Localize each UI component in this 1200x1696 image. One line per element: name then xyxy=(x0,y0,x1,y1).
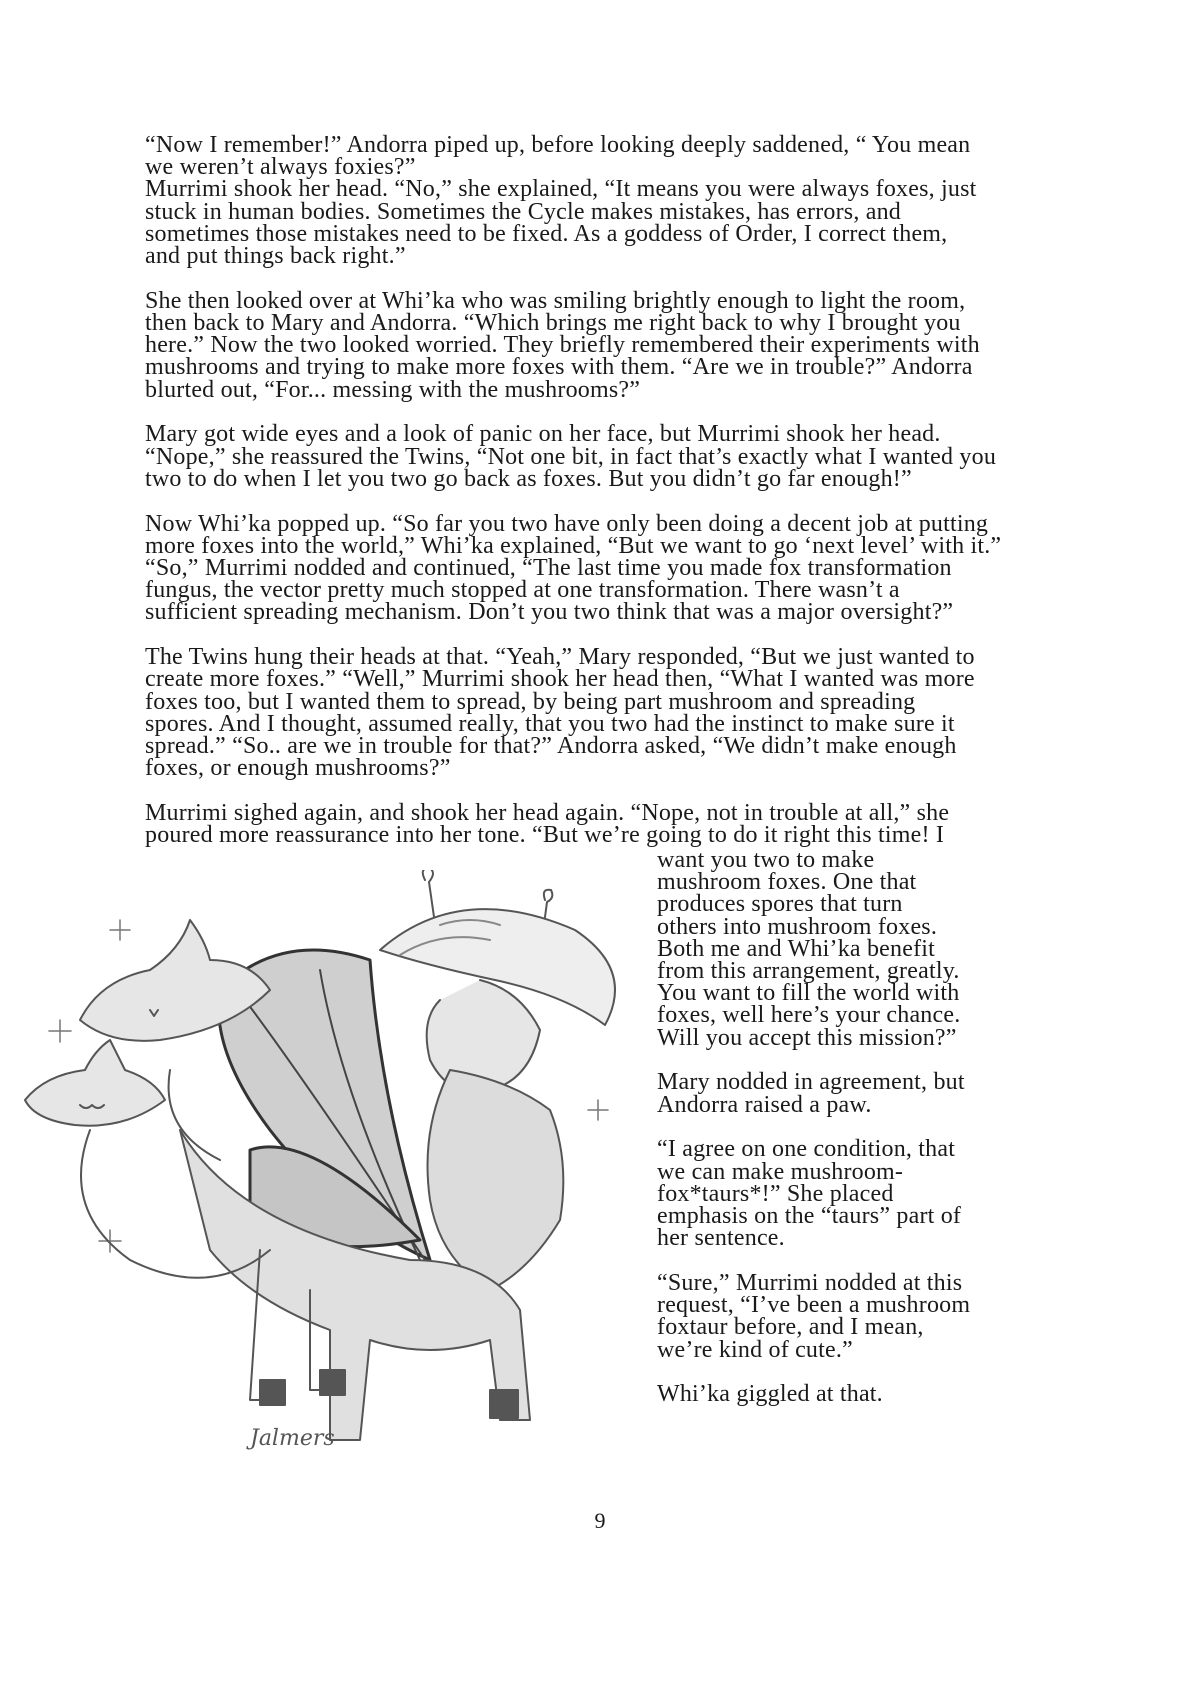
text-line: sometimes those mistakes need to be fixed. As a goddess of Order, I correct them, xyxy=(145,220,948,247)
text-line: fox*taurs*!” She placed xyxy=(657,1180,894,1207)
text-line: we can make mushroom- xyxy=(657,1158,904,1185)
paragraph xyxy=(145,423,1001,490)
text-line: from this arrangement, greatly. xyxy=(657,958,960,985)
text-line: Mary nodded in agreement, but xyxy=(657,1069,965,1096)
text-line: “So,” Murrimi nodded and continued, “The last time you made fox transformation xyxy=(145,555,952,582)
side-text-column xyxy=(657,849,970,1428)
text-line: spread.” “So.. are we in trouble for that?” Andorra asked, “We didn’t make enough xyxy=(145,733,957,760)
paragraph xyxy=(145,132,1001,270)
text-line: Now Whi’ka popped up. “So far you two have only been doing a decent job at putting xyxy=(145,510,989,537)
text-line: She then looked over at Whi’ka who was smiling brightly enough to light the room, xyxy=(145,287,966,314)
text-line: Whi’ka giggled at that. xyxy=(657,1381,883,1408)
text-line: poured more reassurance into her tone. “But we’re going to do it right this time! I xyxy=(145,822,945,849)
text-line: emphasis on the “taurs” part of xyxy=(657,1203,962,1230)
paragraph xyxy=(145,800,1001,849)
text-line: “I agree on one condition, that xyxy=(657,1136,956,1163)
paragraph xyxy=(657,849,970,1049)
text-line: her sentence. xyxy=(657,1225,785,1252)
paragraph xyxy=(657,1069,970,1118)
paragraph xyxy=(657,1136,970,1252)
text-line: here.” Now the two looked worried. They briefly remembered their experiments with xyxy=(145,332,980,359)
text-line: Mary got wide eyes and a look of panic on her face, but Murrimi shook her head. xyxy=(145,421,941,448)
text-line: and put things back right.” xyxy=(145,243,406,270)
text-line: produces spores that turn xyxy=(657,891,903,918)
text-line: “Nope,” she reassured the Twins, “Not one bit, in fact that’s exactly what I wanted you xyxy=(145,443,997,470)
text-line: The Twins hung their heads at that. “Yeah,” Mary responded, “But we just wanted to xyxy=(145,644,975,671)
text-line: foxes, or enough mushrooms?” xyxy=(145,755,451,782)
text-line: foxes, well here’s your chance. xyxy=(657,1002,961,1029)
text-line: two to do when I let you two go back as foxes. But you didn’t go far enough!” xyxy=(145,465,912,492)
text-line: Both me and Whi’ka benefit xyxy=(657,935,936,962)
paragraph xyxy=(145,644,1001,782)
artist-signature: Jalmers xyxy=(250,1426,335,1451)
main-text-column xyxy=(145,132,1002,873)
text-line: You want to fill the world with xyxy=(657,980,960,1007)
text-line: then back to Mary and Andorra. “Which brings me right back to why I brought you xyxy=(145,310,961,337)
paragraph xyxy=(145,510,1002,626)
text-line: others into mushroom foxes. xyxy=(657,913,938,940)
text-line: fungus, the vector pretty much stopped at one transformation. There wasn’t a xyxy=(145,577,900,604)
text-line: Andorra raised a paw. xyxy=(657,1091,872,1118)
text-line: blurted out, “For... messing with the mushrooms?” xyxy=(145,376,641,403)
text-line: “Now I remember!” Andorra piped up, before looking deeply saddened, “ You mean xyxy=(145,132,971,158)
text-line: want you two to make xyxy=(657,847,875,873)
text-line: more foxes into the world,” Whi’ka explained, “But we want to go ‘next level’ with it.” xyxy=(145,532,1002,559)
text-line: Will you accept this mission?” xyxy=(657,1024,957,1051)
text-line: foxes too, but I wanted them to spread, by being part mushroom and spreading xyxy=(145,688,916,715)
text-line: spores. And I thought, assumed really, that you two had the instinct to make sure it xyxy=(145,710,955,737)
text-line: request, “I’ve been a mushroom xyxy=(657,1292,971,1319)
text-line: Murrimi sighed again, and shook her head again. “Nope, not in trouble at all,” she xyxy=(145,800,950,827)
text-line: sufficient spreading mechanism. Don’t you two think that was a major oversight?” xyxy=(145,599,954,626)
paragraph xyxy=(657,1381,970,1408)
text-line: mushrooms and trying to make more foxes with them. “Are we in trouble?” Andorra xyxy=(145,354,973,381)
mushroom-foxtaur-illustration xyxy=(20,870,650,1480)
text-line: we’re kind of cute.” xyxy=(657,1336,853,1363)
page-number: 9 xyxy=(594,1508,606,1533)
paragraph xyxy=(657,1272,970,1361)
text-line: we weren’t always foxies?” xyxy=(145,154,416,181)
text-line: Murrimi shook her head. “No,” she explained, “It means you were always foxes, just xyxy=(145,176,977,203)
paragraph xyxy=(145,287,1001,403)
text-line: mushroom foxes. One that xyxy=(657,869,917,896)
text-line: stuck in human bodies. Sometimes the Cycle makes mistakes, has errors, and xyxy=(145,198,901,225)
text-line: foxtaur before, and I mean, xyxy=(657,1314,924,1341)
text-line: create more foxes.” “Well,” Murrimi shook her head then, “What I wanted was more xyxy=(145,666,975,693)
text-line: “Sure,” Murrimi nodded at this xyxy=(657,1270,963,1297)
